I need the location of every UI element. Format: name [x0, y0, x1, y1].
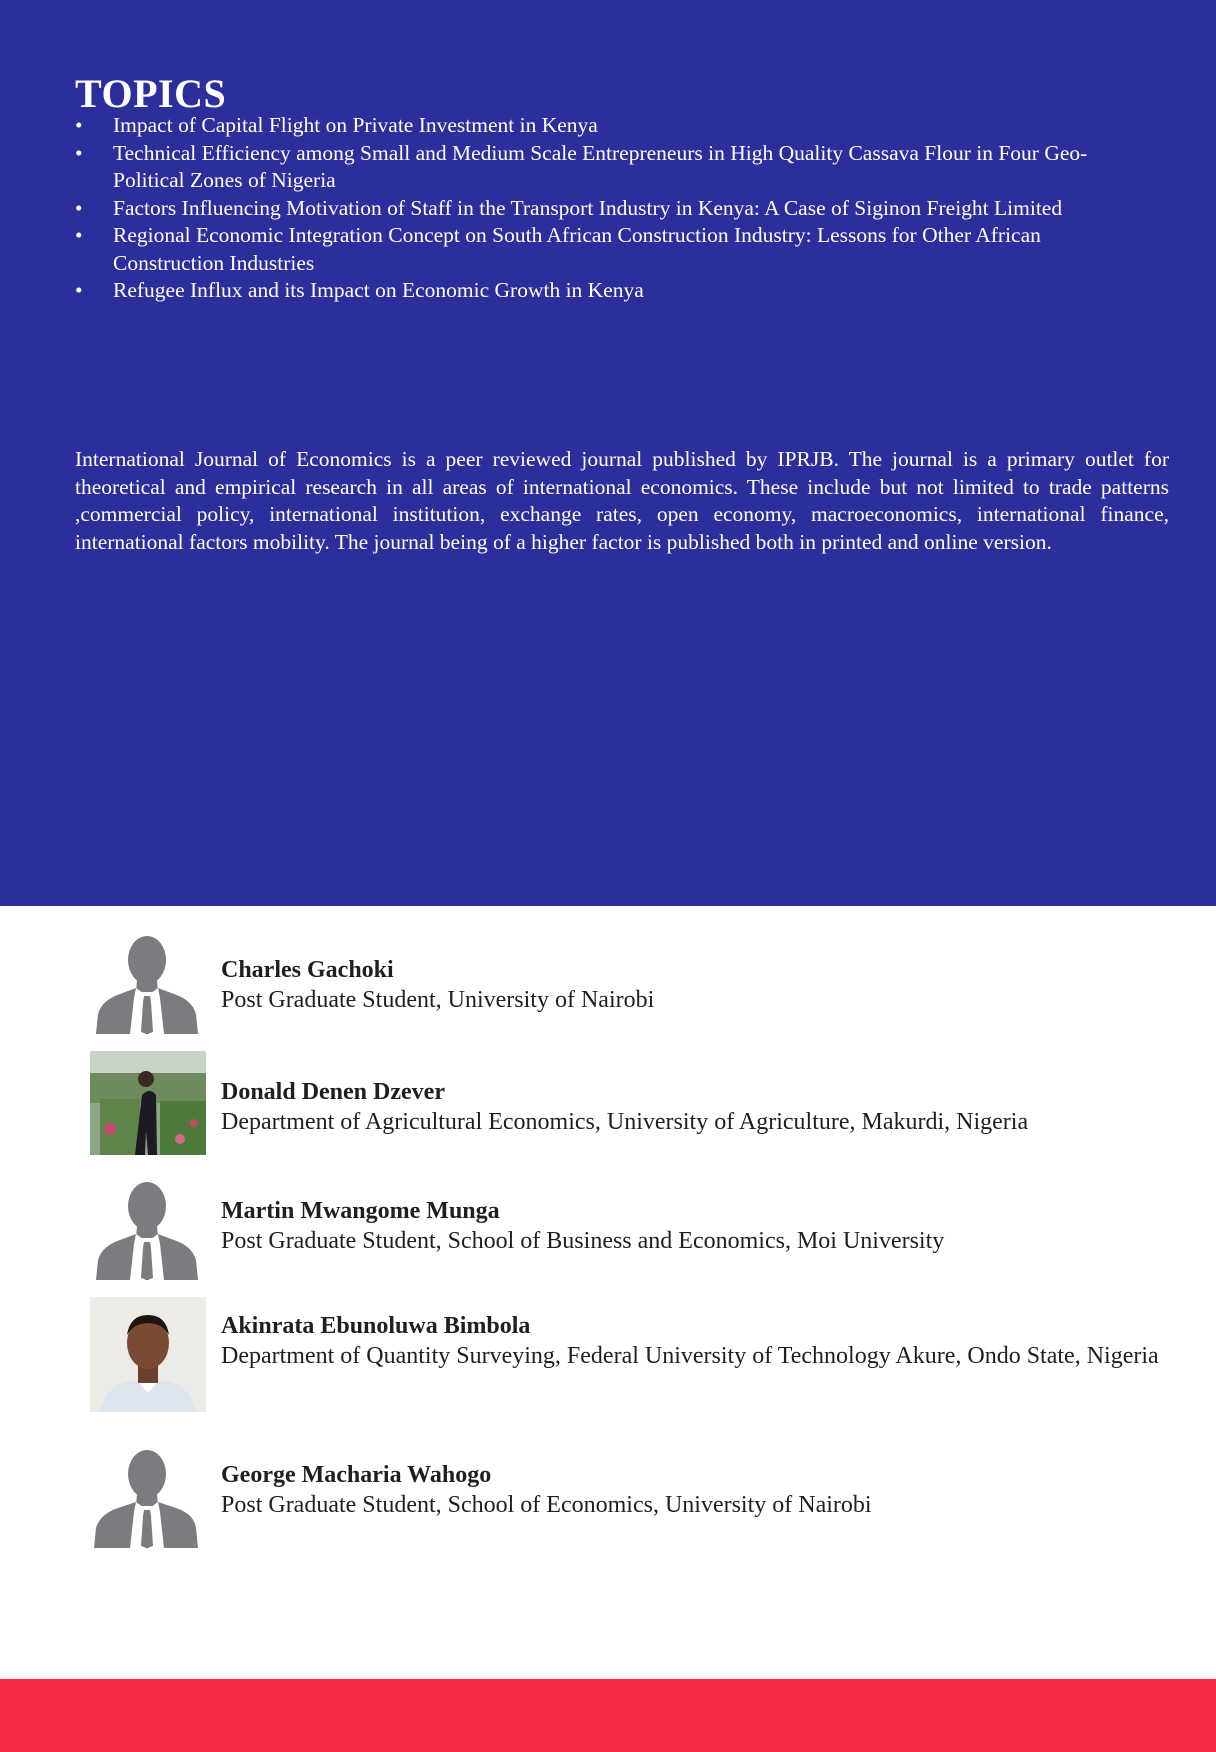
topic-text: Refugee Influx and its Impact on Economic Growth in Kenya — [113, 278, 644, 302]
bullet-icon: • — [75, 140, 83, 165]
topic-text: Regional Economic Integration Concept on South African Construction Industry: Lessons for Other African Construction Industries — [113, 223, 1041, 275]
author-info — [221, 1460, 1181, 1520]
bullet-icon: • — [75, 278, 83, 302]
author-info — [221, 1311, 1181, 1371]
author-info — [221, 955, 1181, 1015]
topic-text: Impact of Capital Flight on Private Investment in Kenya — [113, 113, 598, 137]
author-info — [221, 1196, 1181, 1256]
topics-title: TOPICS — [75, 71, 227, 116]
author-info — [221, 1077, 1181, 1137]
topic-text: Factors Influencing Motivation of Staff in the Transport Industry in Kenya: A Case of Siginon Freight Limited — [113, 195, 1063, 220]
author-name: Charles Gachoki — [221, 957, 394, 983]
author-affiliation: Department of Quantity Surveying, Federal University of Technology Akure, Ondo State, Nigeria — [221, 1343, 1159, 1369]
silhouette-icon — [90, 930, 206, 1034]
silhouette-icon — [90, 1176, 206, 1280]
silhouette-icon — [90, 1444, 206, 1548]
author-affiliation: Post Graduate Student, School of Business and Economics, Moi University — [221, 1228, 945, 1254]
author-name: George Macharia Wahogo — [221, 1462, 492, 1488]
author-name: Martin Mwangome Munga — [221, 1198, 500, 1224]
topic-item — [75, 112, 1155, 140]
author-affiliation: Post Graduate Student, University of Nairobi — [221, 987, 655, 1013]
topic-item — [75, 140, 1155, 195]
journal-description: International Journal of Economics is a peer reviewed journal published by IPRJB. The journal is a primary outlet for theoretical and empirical research in all areas of international economics. These include but not limited to trade patterns ,commercial policy, international institution, exchange rates, open economy, macroeconomics, international finance, international factors mobility. The journal being of a higher factor is published both in printed and online version. — [75, 447, 1169, 554]
topic-item — [75, 222, 1155, 277]
bullet-icon: • — [75, 195, 83, 220]
author-affiliation: Post Graduate Student, School of Economics, University of Nairobi — [221, 1492, 872, 1518]
author-name: Akinrata Ebunoluwa Bimbola — [221, 1313, 531, 1339]
author-photo — [90, 1297, 206, 1412]
topics-list — [75, 112, 1155, 305]
author-name: Donald Denen Dzever — [221, 1079, 445, 1105]
bullet-icon: • — [75, 113, 83, 137]
topic-item — [75, 195, 1155, 223]
topic-item — [75, 277, 1155, 305]
footer-bar — [0, 1679, 1216, 1752]
topic-text: Technical Efficiency among Small and Medium Scale Entrepreneurs in High Quality Cassava Flour in Four Geo-Political Zones of Nigeria — [113, 140, 1088, 192]
bullet-icon: • — [75, 223, 83, 247]
author-affiliation: Department of Agricultural Economics, University of Agriculture, Makurdi, Nigeria — [221, 1109, 1029, 1135]
author-photo — [90, 1051, 206, 1155]
